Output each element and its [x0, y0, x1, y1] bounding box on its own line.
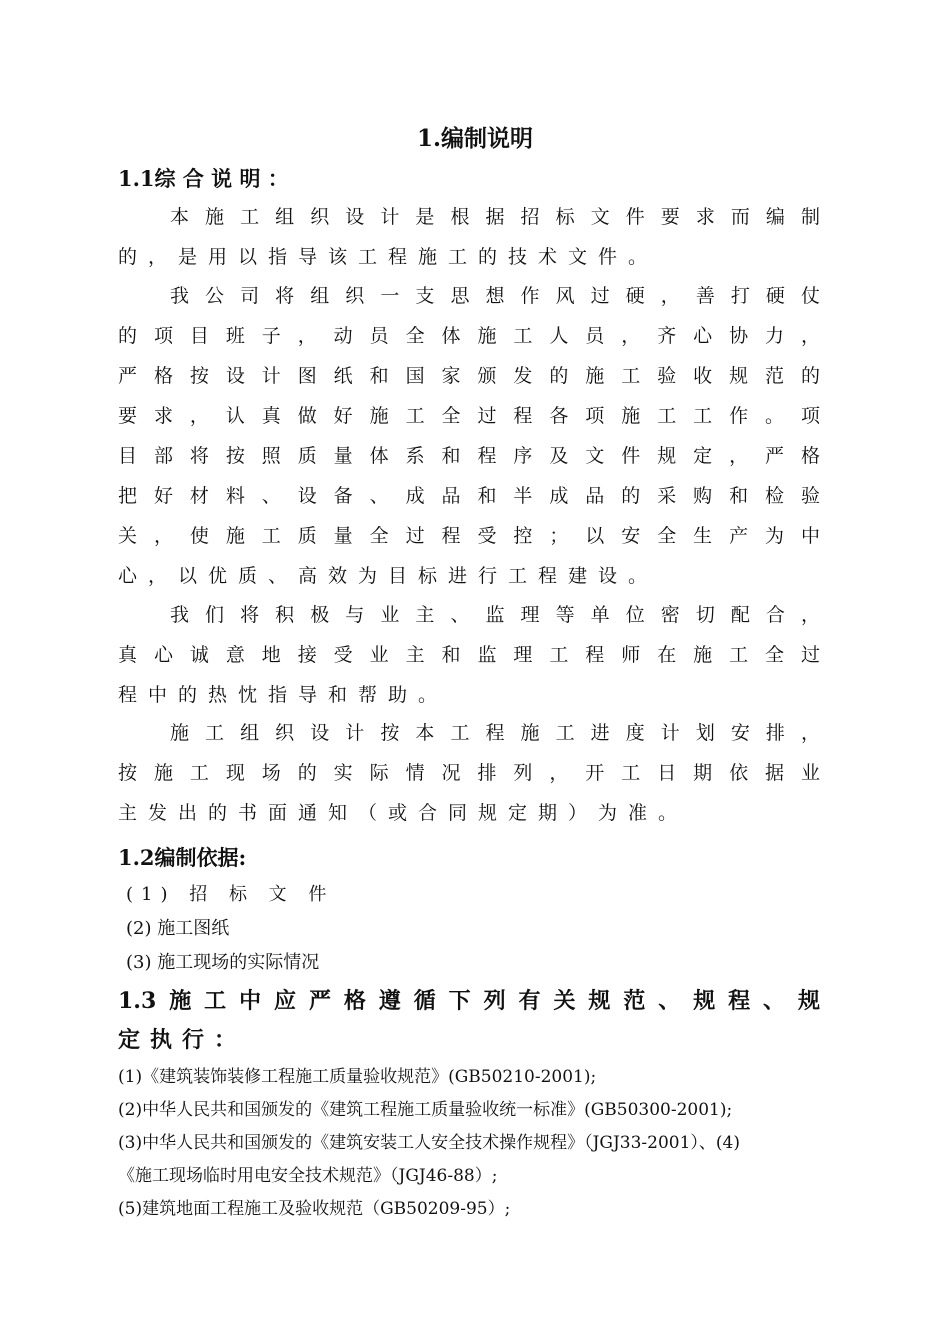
text-line: 心，以优质、高效为目标进行工程建设。 [118, 565, 659, 587]
paragraph-3 [118, 595, 820, 715]
paragraph-1 [118, 197, 820, 277]
text-line: 主发出的书面通知（或合同规定期）为准。 [118, 802, 689, 824]
list-item: (3) 施工现场的实际情况 [126, 952, 320, 973]
section-heading-1-3-line2: 定执行： [118, 1027, 247, 1053]
text-line: 把好材料、设备、成品和半成品的采购和检验 [118, 485, 820, 507]
text-line: 我公司将组织一支思想作风过硬，善打硬仗 [170, 285, 820, 307]
text-line: 按施工现场的实际情况排列，开工日期依据业 [118, 762, 820, 784]
text-line: 严格按设计图纸和国家颁发的施工验收规范的 [118, 365, 820, 387]
list-item: (2) 施工图纸 [126, 918, 230, 939]
paragraph-2 [118, 276, 820, 596]
text-line: 关，使施工质量全过程受控；以安全生产为中 [118, 525, 820, 547]
document-title: 1.编制说明 [416, 125, 533, 152]
list-item: (5)建筑地面工程施工及验收规范（GB50209-95）; [118, 1199, 511, 1219]
text-line: 程中的热忱指导和帮助。 [118, 684, 449, 706]
text-line: 的项目班子，动员全体施工人员，齐心协力， [118, 325, 820, 347]
text-line: 本施工组织设计是根据招标文件要求而编制 [170, 206, 820, 228]
section-heading-1-3 [118, 982, 820, 1060]
section-heading-1-1: 1.1综 合 说 明 ： [118, 166, 289, 191]
list-item: (1) 招 标 文 件 [126, 884, 335, 905]
list-item: (2)中华人民共和国颁发的《建筑工程施工质量验收统一标准》(GB50300-2001); [118, 1100, 733, 1120]
paragraph-4 [118, 713, 820, 833]
basis-list [126, 878, 334, 980]
list-item: (1)《建筑装饰装修工程施工质量验收规范》(GB50210-2001); [118, 1067, 597, 1087]
list-item: 《施工现场临时用电安全技术规范》（JGJ46-88）; [118, 1166, 498, 1186]
text-line: 目部将按照质量体系和程序及文件规定，严格 [118, 445, 820, 467]
text-line: 我们将积极与业主、监理等单位密切配合， [170, 604, 820, 626]
section-heading-1-2: 1.2编制依据: [118, 845, 247, 870]
text-line: 的，是用以指导该工程施工的技术文件。 [118, 246, 659, 268]
text-line: 真心诚意地接受业主和监理工程师在施工全过 [118, 644, 820, 666]
text-line: 施工组织设计按本工程施工进度计划安排， [170, 722, 820, 744]
list-item: (3)中华人民共和国颁发的《建筑安装工人安全技术操作规程》（JGJ33-2001）、(4) [118, 1133, 741, 1153]
text-line: 要求，认真做好施工全过程各项施工工作。项 [118, 405, 820, 427]
section-heading-1-3-line1: 1.3施工中应严格遵循下列有关规范、规程、规 [118, 988, 820, 1014]
standards-list [118, 1061, 838, 1226]
